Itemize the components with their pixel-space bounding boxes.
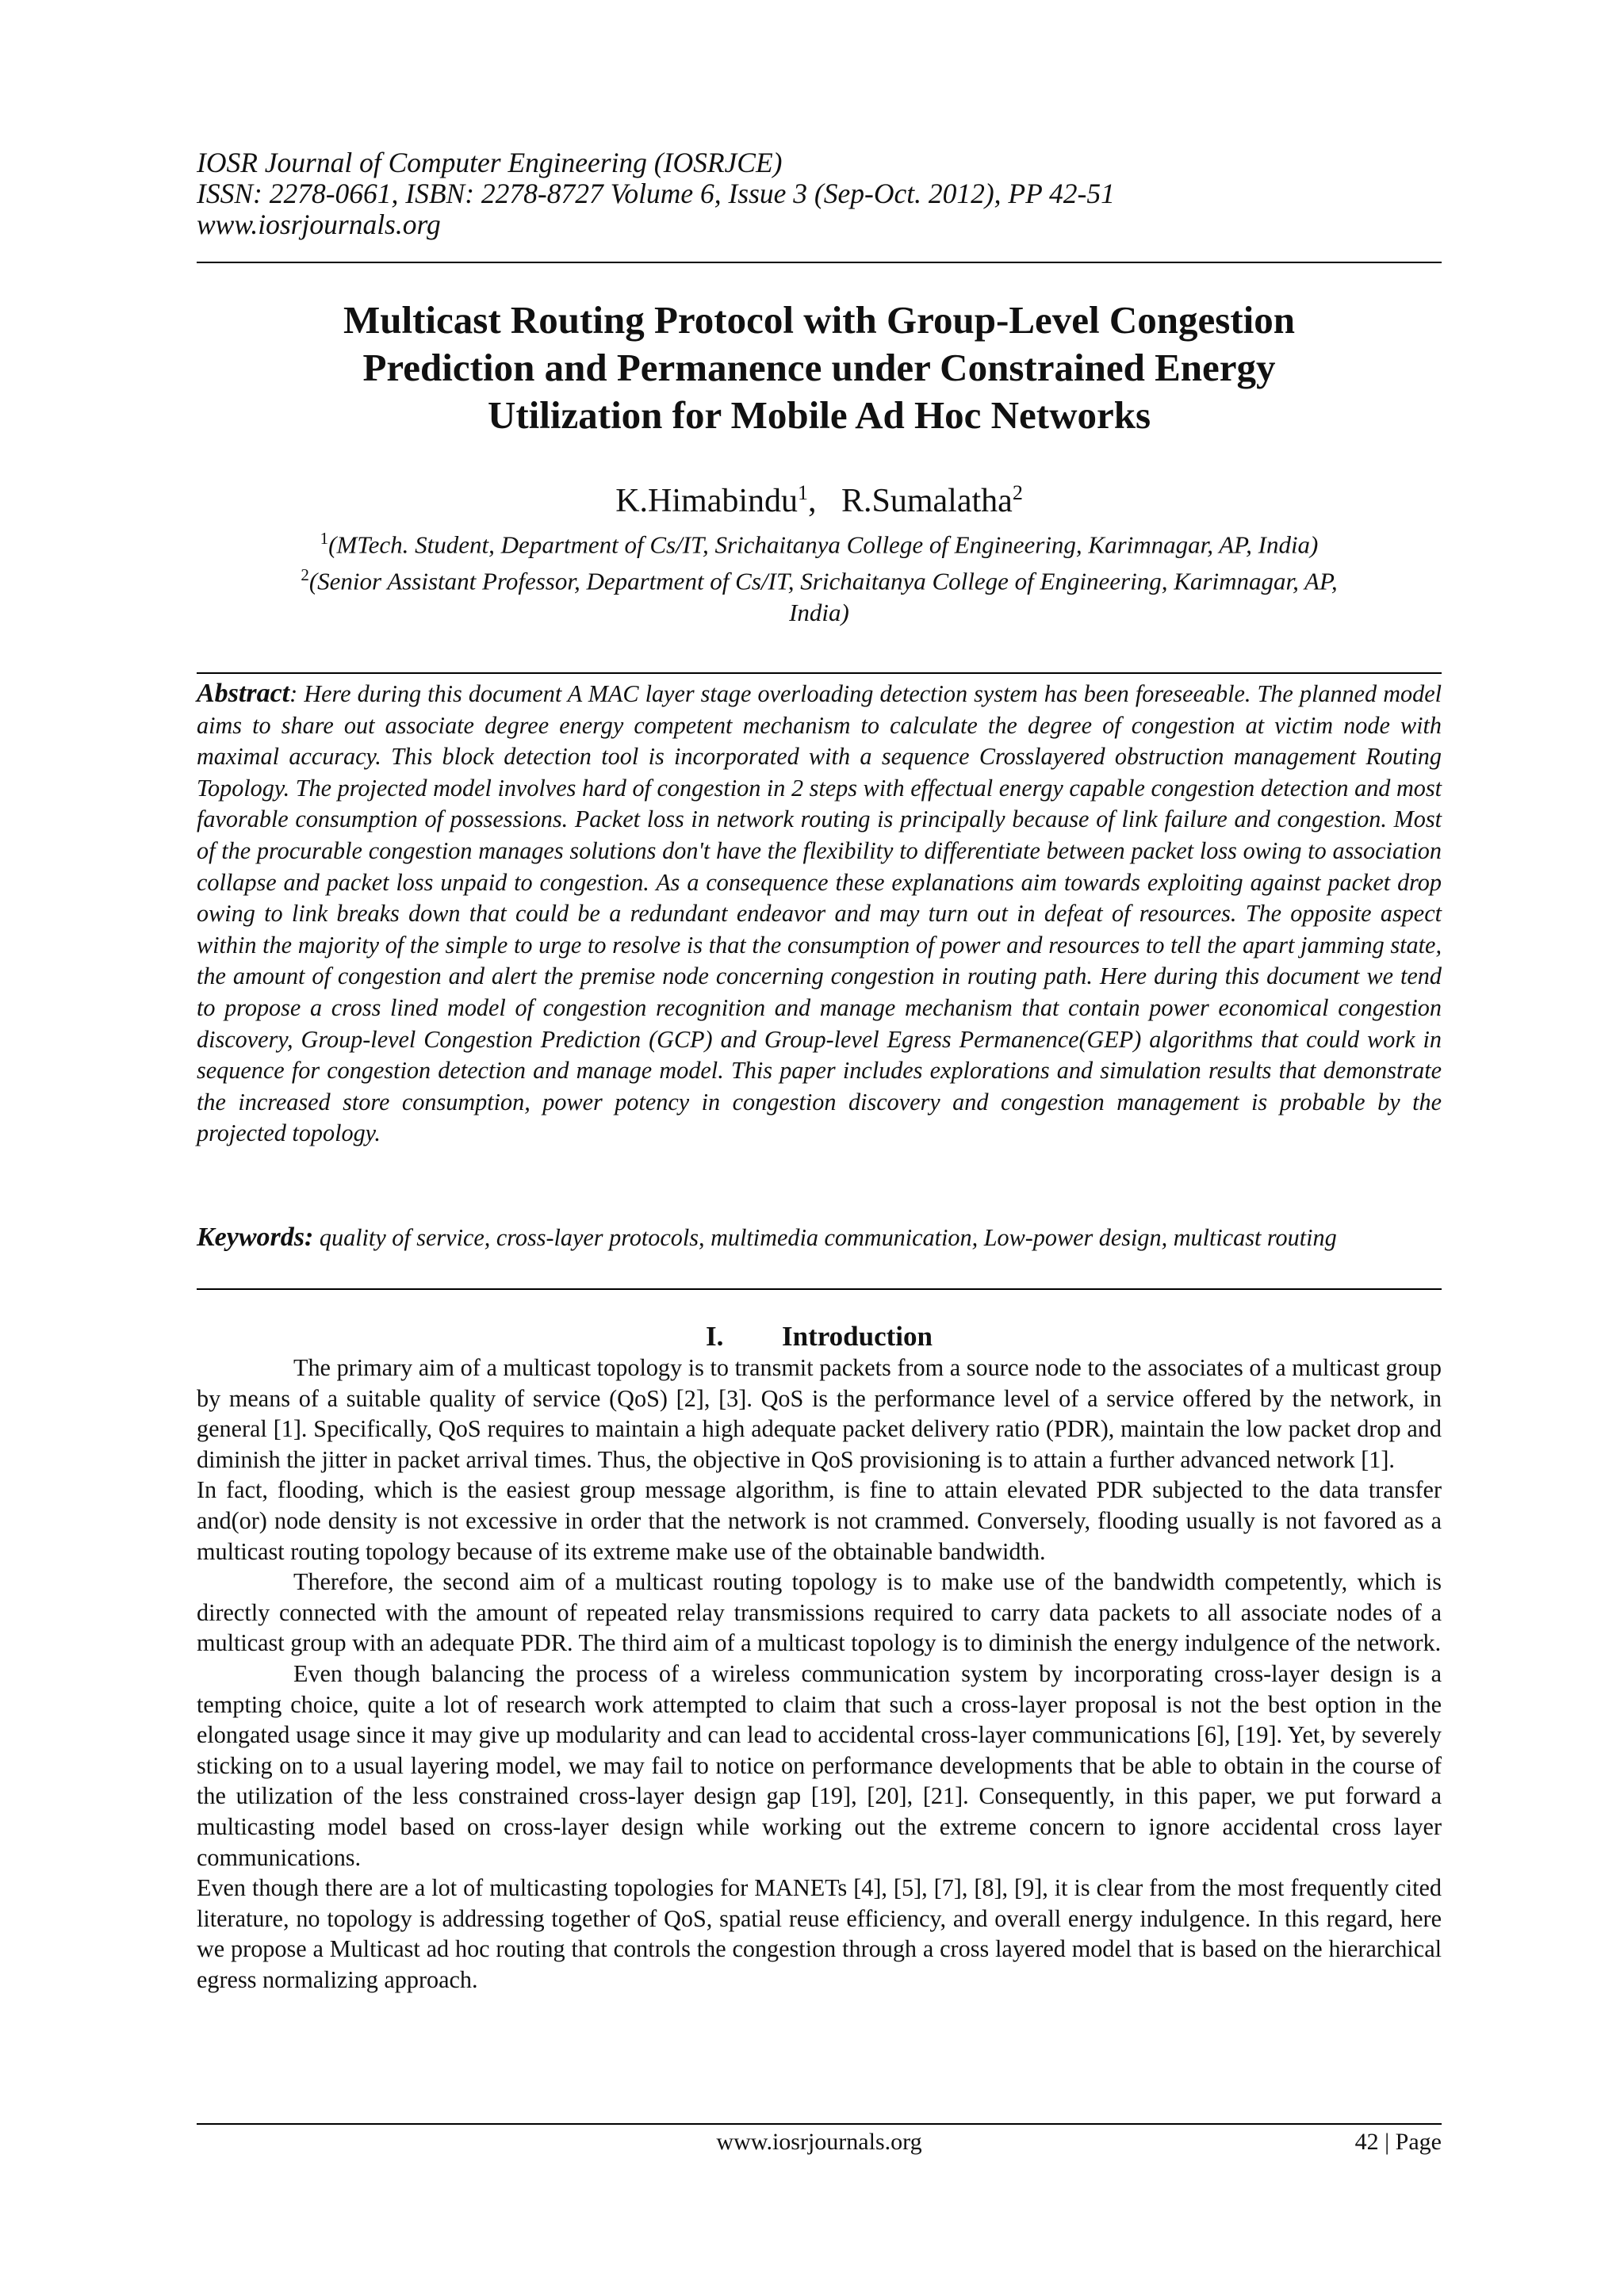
keywords-label: Keywords: bbox=[197, 1223, 314, 1252]
affiliation-2-continued: India) bbox=[789, 598, 849, 626]
affiliation-text: (MTech. Student, Department of Cs/IT, Srichaitanya College of Engineering, Karimnagar, AP, India) bbox=[328, 530, 1319, 559]
keywords-text: quality of service, cross-layer protocols, multimedia communication, Low-power design, multicast routing bbox=[313, 1224, 1337, 1251]
footer-website: www.iosrjournals.org bbox=[716, 2129, 922, 2155]
journal-name: IOSR Journal of Computer Engineering (IOSRJCE) bbox=[197, 147, 783, 178]
page-footer bbox=[197, 2126, 1442, 2158]
abstract-top-rule bbox=[197, 672, 1442, 674]
paragraph: In fact, flooding, which is the easiest group message algorithm, is fine to attain elevated PDR subjected to the data transfer and(or) node density is not excessive in order that the network is not crammed. Conversely, flooding usually is not favored as a multicast routing topology because of its extreme make use of the obtainable bandwidth. bbox=[197, 1476, 1442, 1565]
paragraph: Even though there are a lot of multicasting topologies for MANETs [4], [5], [7], [8], [9], it is clear from the most frequently cited literature, no topology is addressing together of QoS, spatial reuse efficiency, and overall energy indulgence. In this regard, here we propose a Multicast ad hoc routing that controls the congestion through a cross layered model that is based on the hierarchical egress normalizing approach. bbox=[197, 1874, 1442, 1993]
affiliations bbox=[197, 523, 1442, 628]
author-superscript: 1 bbox=[798, 481, 808, 504]
abstract-text: : Here during this document A MAC layer stage overloading detection system has been foreseeable. The planned model aims to share out associate degree energy competent mechanism to calculate the degree of congestion at victim node with maximal accuracy. This block detection tool is incorporated with a sequence Crosslayered obstruction management Routing Topology. The projected model involves hard of congestion in 2 steps with effectual energy capable congestion detection and most favorable consumption of possessions. Packet loss in network routing is principally because of link failure and congestion. Most of the procurable congestion manages solutions don't have the flexibility to differentiate between packet loss owing to association collapse and packet loss unpaid to congestion. As a consequence these explanations aim towards exploiting against packet drop owing to link breaks down that could be a redundant endeavor and may turn out in defeat of resources. The opposite aspect within the majority of the simple to urge to resolve is that the consumption of power and resources to tell the apart jamming state, the amount of congestion and alert the premise node concerning congestion in routing path. Here during this document we tend to propose a cross lined model of congestion recognition and manage mechanism that contain power economical congestion discovery, Group-level Congestion Prediction (GCP) and Group-level Egress Permanence(GEP) algorithms that could work in sequence for congestion detection and manage model. This paper includes explorations and simulation results that demonstrate the increased store consumption, power potency in congestion discovery and congestion management is probable by the projected topology. bbox=[197, 680, 1442, 1147]
journal-header bbox=[197, 147, 1442, 240]
page-number: 42 | Page bbox=[1354, 2129, 1442, 2155]
abstract-label: Abstract bbox=[197, 679, 290, 708]
journal-website: www.iosrjournals.org bbox=[197, 209, 441, 240]
paragraph: The primary aim of a multicast topology is to transmit packets from a source node to the associates of a multicast group by means of a suitable quality of service (QoS) [2], [3]. QoS is the performance level of a service offered by the network, in general [1]. Specifically, QoS requires to maintain a high adequate packet delivery ratio (PDR), maintain the low packet drop and diminish the jitter in packet arrival times. Thus, the objective in QoS provisioning is to attain a further advanced network [1]. bbox=[197, 1354, 1442, 1473]
title-line: Multicast Routing Protocol with Group-Level Congestion bbox=[343, 298, 1296, 342]
paper-title bbox=[197, 297, 1442, 439]
author-name: K.Himabindu bbox=[615, 483, 798, 519]
affiliation-superscript: 1 bbox=[320, 529, 329, 548]
affiliation-text: (Senior Assistant Professor, Department of Cs/IT, Srichaitanya College of Engineering, Karimnagar, AP, bbox=[308, 567, 1338, 595]
author-name: R.Sumalatha bbox=[841, 483, 1013, 519]
keywords-bottom-rule bbox=[197, 1288, 1442, 1290]
introduction-body bbox=[197, 1353, 1442, 1995]
keywords bbox=[197, 1222, 1442, 1254]
paragraph: Therefore, the second aim of a multicast routing topology is to make use of the bandwidth competently, which is directly connected with the amount of repeated relay transmissions required to carry data packets to all associate nodes of a multicast group with an adequate PDR. The third aim of a multicast topology is to diminish the energy indulgence of the network. bbox=[197, 1568, 1442, 1657]
affiliation-superscript: 2 bbox=[301, 565, 309, 585]
section-number: I. bbox=[706, 1321, 724, 1352]
affiliation-1 bbox=[197, 523, 1442, 560]
author-superscript: 2 bbox=[1012, 481, 1023, 504]
issn-line: ISSN: 2278-0661, ISBN: 2278-8727 Volume 6, Issue 3 (Sep-Oct. 2012), PP 42-51 bbox=[197, 178, 1115, 209]
header-rule bbox=[197, 262, 1442, 263]
paragraph: Even though balancing the process of a wireless communication system by incorporating cross-layer design is a tempting choice, quite a lot of research work attempted to claim that such a cross-layer proposal is not the best option in the elongated usage since it may give up modularity and can lead to accidental cross-layer communications [6], [19]. Yet, by severely sticking on to a usual layering model, we may fail to notice on performance developments that be able to obtain in the course of the utilization of the less constrained cross-layer design gap [19], [20], [21]. Consequently, in this paper, we put forward a multicasting model based on cross-layer design while working out the extreme concern to ignore accidental cross layer communications. bbox=[197, 1659, 1442, 1871]
title-line: Utilization for Mobile Ad Hoc Networks bbox=[487, 393, 1151, 437]
abstract bbox=[197, 678, 1442, 1150]
footer-rule bbox=[197, 2123, 1442, 2125]
section-heading bbox=[197, 1319, 1442, 1354]
section-title: Introduction bbox=[782, 1321, 933, 1352]
title-line: Prediction and Permanence under Constrained Energy bbox=[362, 346, 1276, 389]
author-list bbox=[197, 474, 1442, 520]
author-separator: , bbox=[808, 483, 817, 519]
affiliation-2 bbox=[197, 560, 1442, 596]
